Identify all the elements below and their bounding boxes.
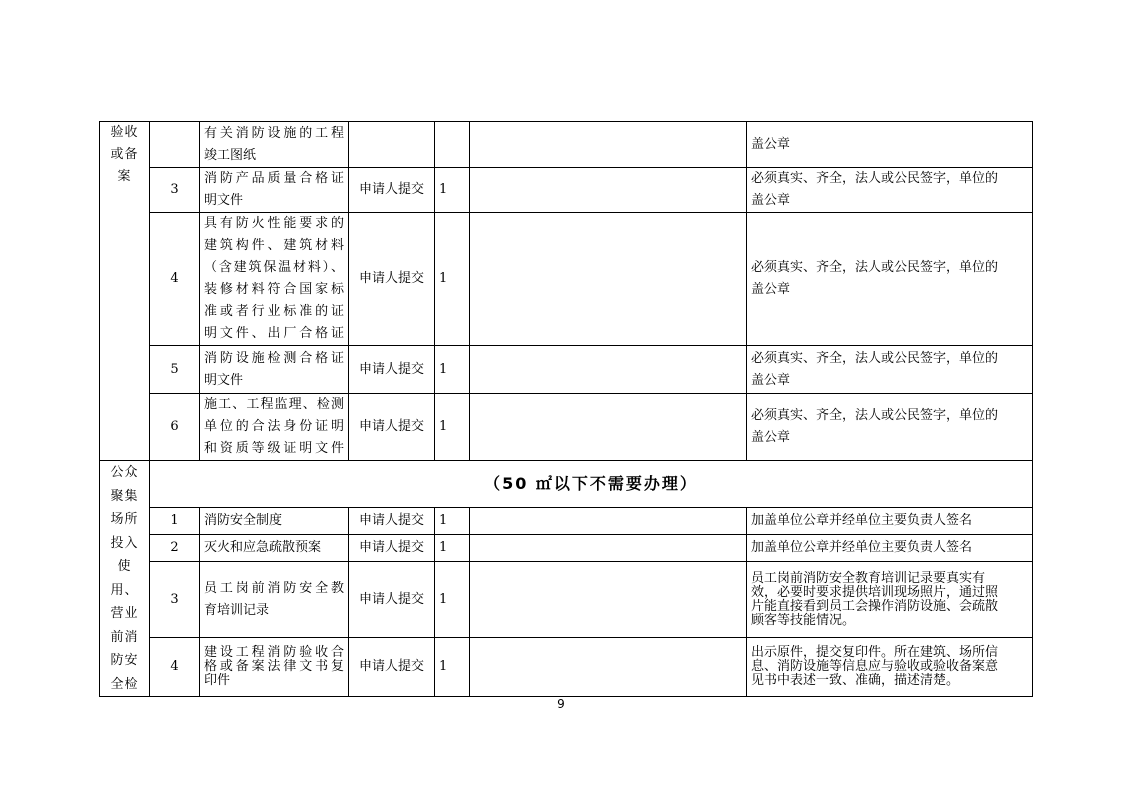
material-count: 1 <box>435 168 470 213</box>
material-count: 1 <box>435 562 470 638</box>
category-cell-acceptance: 验收 或备 案 <box>100 122 150 461</box>
row-number: 2 <box>150 535 200 562</box>
material-spec <box>470 346 747 394</box>
material-name: 建设工程消防验收合 格或备案法律文书复 印件 <box>200 637 349 696</box>
table-row <box>100 562 1033 638</box>
table-row <box>100 346 1033 394</box>
row-number: 3 <box>150 562 200 638</box>
row-number <box>150 122 200 168</box>
row-number: 4 <box>150 637 200 696</box>
material-note: 员工岗前消防安全教育培训记录要真实有 效，必要时要求提供培训现场照片，通过照 片能直接看到员工会操作消防设施、会疏散 顾客等技能情况。 <box>747 562 1033 638</box>
material-source: 申请人提交 <box>349 213 435 346</box>
material-name: 消防产品质量合格证 明文件 <box>200 168 349 213</box>
table-row <box>100 213 1033 346</box>
material-note: 必须真实、齐全，法人或公民签字，单位的 盖公章 <box>747 346 1033 394</box>
materials-table <box>99 121 1033 697</box>
row-number: 4 <box>150 213 200 346</box>
material-count: 1 <box>435 213 470 346</box>
material-name: 员工岗前消防安全教 育培训记录 <box>200 562 349 638</box>
material-note: 盖公章 <box>747 122 1033 168</box>
table-row <box>100 122 1033 168</box>
material-source: 申请人提交 <box>349 535 435 562</box>
table-row <box>100 394 1033 461</box>
row-number: 1 <box>150 508 200 535</box>
material-spec <box>470 168 747 213</box>
material-source: 申请人提交 <box>349 168 435 213</box>
material-spec <box>470 508 747 535</box>
category-cell-public-venue: 公众 聚集 场所 投入 使用、 营业 前消 防安 全检 <box>100 461 150 697</box>
row-number: 3 <box>150 168 200 213</box>
material-count: 1 <box>435 535 470 562</box>
material-spec <box>470 213 747 346</box>
section-banner: （50 ㎡以下不需要办理） <box>150 461 1033 508</box>
material-name: 具有防火性能要求的 建筑构件、建筑材料 （含建筑保温材料）、 装修材料符合国家标 准或者行业标准的证 明文件、出厂合格证 <box>200 213 349 346</box>
material-count: 1 <box>435 394 470 461</box>
table-row <box>100 508 1033 535</box>
material-count: 1 <box>435 508 470 535</box>
material-spec <box>470 562 747 638</box>
material-name: 消防安全制度 <box>200 508 349 535</box>
material-source <box>349 122 435 168</box>
row-number: 6 <box>150 394 200 461</box>
material-count: 1 <box>435 637 470 696</box>
material-note: 必须真实、齐全，法人或公民签字，单位的 盖公章 <box>747 168 1033 213</box>
material-source: 申请人提交 <box>349 508 435 535</box>
material-count <box>435 122 470 168</box>
material-source: 申请人提交 <box>349 394 435 461</box>
material-name: 有关消防设施的工程 竣工图纸 <box>200 122 349 168</box>
page-number: 9 <box>557 697 565 711</box>
material-spec <box>470 394 747 461</box>
row-number: 5 <box>150 346 200 394</box>
material-spec <box>470 122 747 168</box>
material-note: 加盖单位公章并经单位主要负责人签名 <box>747 508 1033 535</box>
material-note: 必须真实、齐全，法人或公民签字，单位的 盖公章 <box>747 213 1033 346</box>
material-note: 加盖单位公章并经单位主要负责人签名 <box>747 535 1033 562</box>
table-row <box>100 637 1033 696</box>
material-source: 申请人提交 <box>349 346 435 394</box>
table-row <box>100 535 1033 562</box>
material-spec <box>470 535 747 562</box>
material-note: 出示原件，提交复印件。所在建筑、场所信 息、消防设施等信息应与验收或验收备案意 见书中表述一致、准确，描述清楚。 <box>747 637 1033 696</box>
material-note: 必须真实、齐全，法人或公民签字，单位的 盖公章 <box>747 394 1033 461</box>
material-count: 1 <box>435 346 470 394</box>
material-name: 灭火和应急疏散预案 <box>200 535 349 562</box>
material-name: 施工、工程监理、检测 单位的合法身份证明 和资质等级证明文件 <box>200 394 349 461</box>
material-source: 申请人提交 <box>349 637 435 696</box>
table-row <box>100 461 1033 508</box>
material-name: 消防设施检测合格证 明文件 <box>200 346 349 394</box>
table-row <box>100 168 1033 213</box>
material-spec <box>470 637 747 696</box>
material-source: 申请人提交 <box>349 562 435 638</box>
